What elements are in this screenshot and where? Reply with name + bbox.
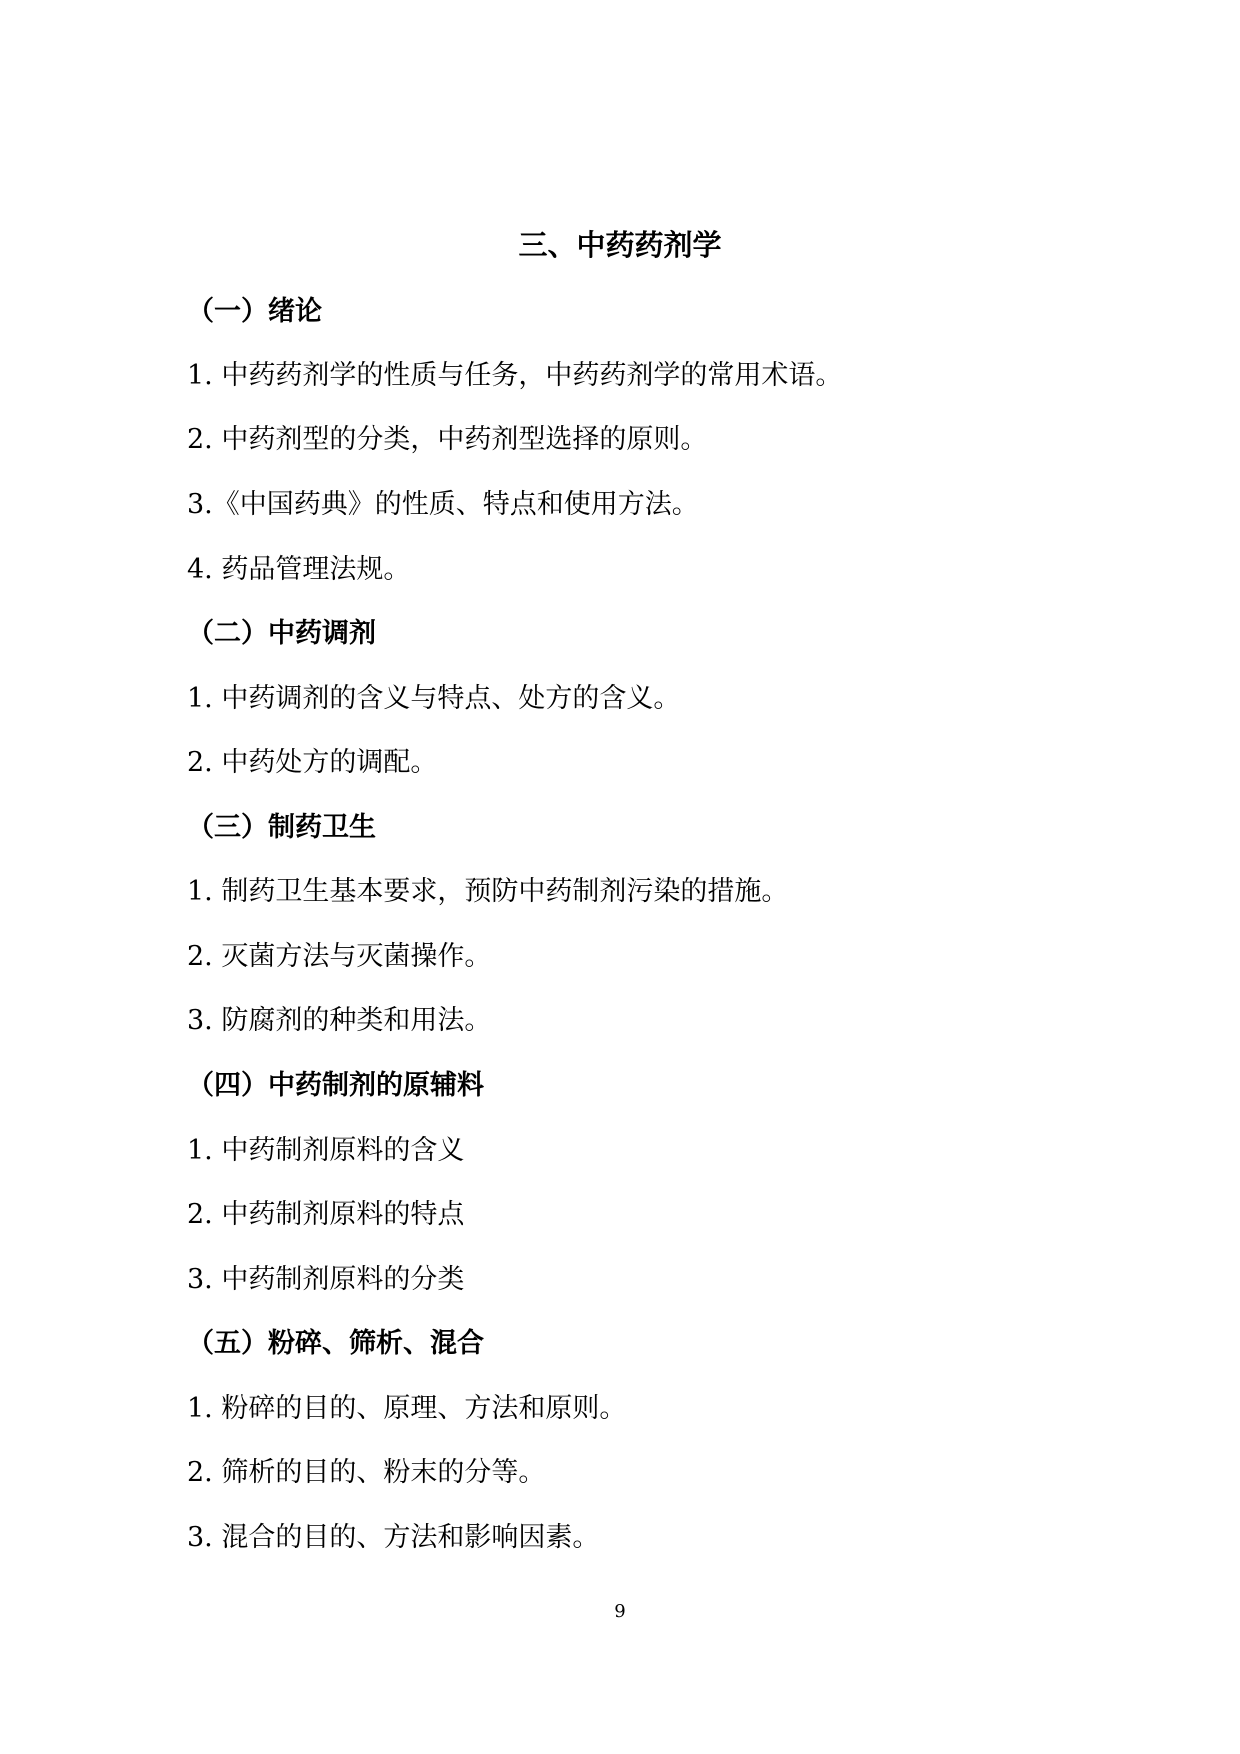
list-item: 2. 中药制剂原料的特点: [187, 1199, 465, 1230]
section-heading-grinding: （五）粉碎、筛析、混合: [187, 1328, 484, 1359]
list-item: 3. 混合的目的、方法和影响因素。: [187, 1522, 600, 1553]
list-item: 1. 中药制剂原料的含义: [187, 1135, 465, 1166]
list-item: 2. 中药处方的调配。: [187, 747, 438, 778]
list-item: 1. 中药调剂的含义与特点、处方的含义。: [187, 683, 681, 714]
list-item: 2. 灭菌方法与灭菌操作。: [187, 941, 492, 972]
section-heading-introduction: （一）绪论: [187, 296, 322, 327]
section-heading-materials: （四）中药制剂的原辅料: [187, 1070, 484, 1101]
list-item: 2. 中药剂型的分类，中药剂型选择的原则。: [187, 424, 708, 455]
section-heading-dispensing: （二）中药调剂: [187, 618, 376, 649]
list-item: 1. 制药卫生基本要求，预防中药制剂污染的措施。: [187, 876, 789, 907]
list-item: 4. 药品管理法规。: [187, 554, 411, 585]
list-item: 3. 中药制剂原料的分类: [187, 1264, 465, 1295]
list-item: 1. 粉碎的目的、原理、方法和原则。: [187, 1393, 627, 1424]
list-item: 3.《中国药典》的性质、特点和使用方法。: [187, 489, 699, 520]
list-item: 2. 筛析的目的、粉末的分等。: [187, 1457, 546, 1488]
list-item: 3. 防腐剂的种类和用法。: [187, 1005, 492, 1036]
page-title: 三、中药药剂学: [518, 228, 722, 262]
list-item: 1. 中药药剂学的性质与任务，中药药剂学的常用术语。: [187, 360, 843, 391]
page-number: 9: [614, 1601, 626, 1622]
section-heading-hygiene: （三）制药卫生: [187, 812, 376, 843]
